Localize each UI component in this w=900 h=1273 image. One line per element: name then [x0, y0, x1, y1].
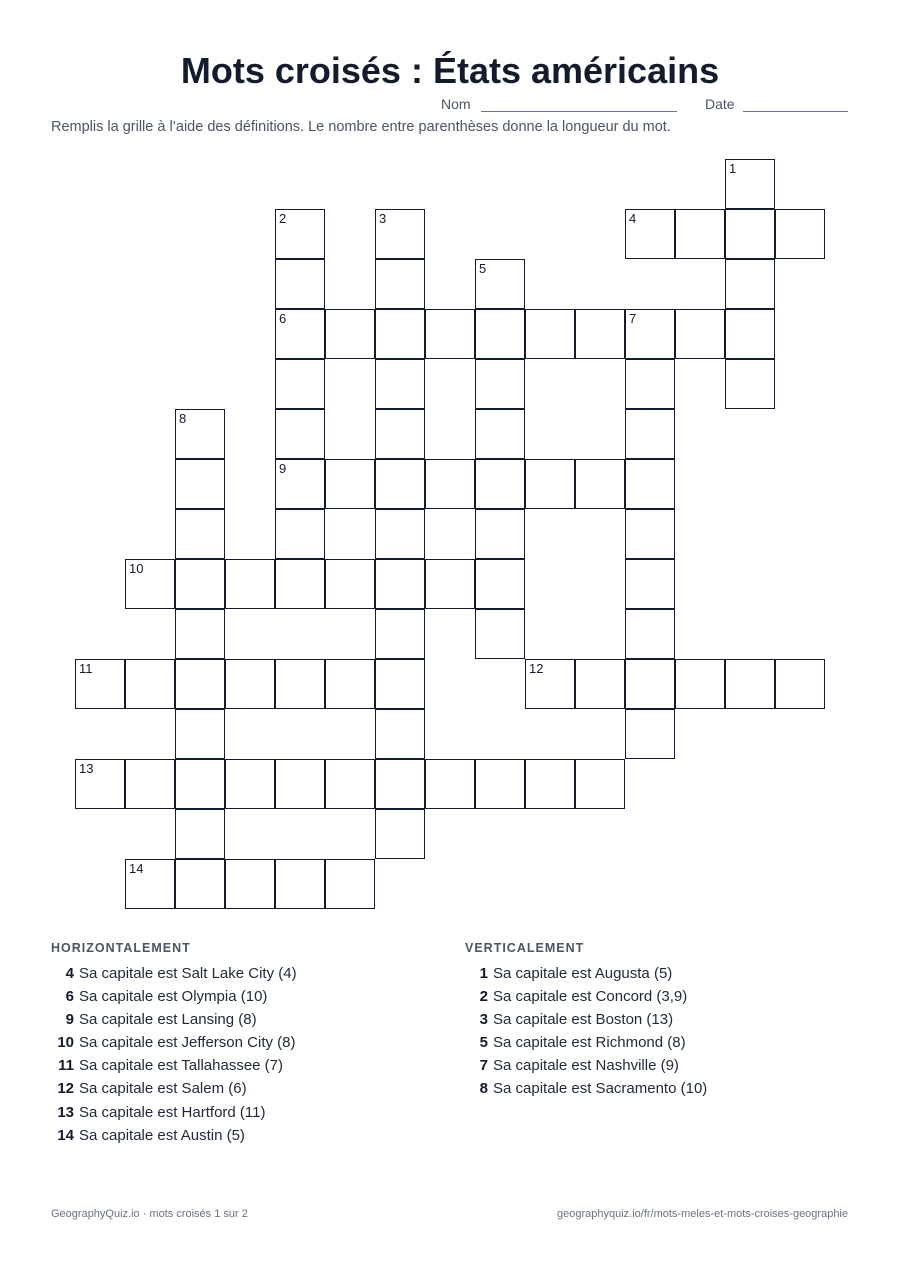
- instructions: Remplis la grille à l’aide des définitions. Le nombre entre parenthèses donne la longueur du mot.: [51, 119, 671, 135]
- clue-number: 5: [479, 261, 487, 276]
- clue-item: [465, 986, 707, 1009]
- grid-cell[interactable]: [175, 859, 225, 909]
- grid-cell[interactable]: [75, 659, 125, 709]
- clue-item: [465, 963, 707, 986]
- grid-cell[interactable]: [275, 559, 325, 609]
- grid-cell[interactable]: [475, 259, 525, 309]
- grid-cell[interactable]: [725, 309, 775, 359]
- grid-cell[interactable]: [475, 759, 525, 809]
- date-label: Date: [705, 96, 735, 112]
- grid-cell[interactable]: [375, 309, 425, 359]
- clue-text: Sa capitale est Richmond (8): [493, 1034, 686, 1052]
- clue-text: Sa capitale est Boston (13): [493, 1011, 674, 1029]
- grid-cell[interactable]: [625, 509, 675, 559]
- down-clue-list: [465, 963, 707, 1102]
- clue-number: 14: [57, 1126, 74, 1144]
- clue-text: Sa capitale est Nashville (9): [493, 1057, 679, 1075]
- clue-text: Sa capitale est Augusta (5): [493, 965, 673, 982]
- grid-cell[interactable]: [625, 709, 675, 759]
- grid-cell[interactable]: [275, 309, 325, 359]
- clue-number: 6: [65, 988, 74, 1006]
- grid-cell[interactable]: [325, 459, 375, 509]
- grid-cell[interactable]: [275, 409, 325, 459]
- date-field[interactable]: [743, 111, 848, 112]
- grid-cell[interactable]: [375, 759, 425, 809]
- grid-cell[interactable]: [575, 759, 625, 809]
- grid-cell[interactable]: [475, 559, 525, 609]
- clue-item: [51, 1055, 297, 1078]
- grid-cell[interactable]: [725, 659, 775, 709]
- grid-cell[interactable]: [375, 209, 425, 259]
- grid-cell[interactable]: [775, 209, 825, 259]
- clue-number: 5: [479, 1034, 488, 1052]
- clue-text: Sa capitale est Concord (3,9): [493, 988, 688, 1006]
- grid-cell[interactable]: [575, 459, 625, 509]
- grid-cell[interactable]: [275, 209, 325, 259]
- grid-cell[interactable]: [225, 859, 275, 909]
- grid-cell[interactable]: [475, 409, 525, 459]
- grid-cell[interactable]: [175, 409, 225, 459]
- grid-cell[interactable]: [375, 409, 425, 459]
- grid-cell[interactable]: [525, 309, 575, 359]
- clue-number: 13: [79, 761, 94, 776]
- name-label: Nom: [441, 96, 471, 112]
- grid-cell[interactable]: [275, 509, 325, 559]
- grid-cell[interactable]: [375, 259, 425, 309]
- grid-cell[interactable]: [625, 309, 675, 359]
- grid-cell[interactable]: [425, 459, 475, 509]
- grid-cell[interactable]: [525, 459, 575, 509]
- grid-cell[interactable]: [725, 259, 775, 309]
- clue-item: [51, 1102, 297, 1125]
- grid-cell[interactable]: [175, 559, 225, 609]
- grid-cell[interactable]: [725, 209, 775, 259]
- clue-number: 7: [629, 311, 637, 326]
- grid-cell[interactable]: [575, 309, 625, 359]
- grid-cell[interactable]: [625, 659, 675, 709]
- clue-number: 10: [129, 561, 144, 576]
- clue-text: Sa capitale est Austin (5): [79, 1126, 245, 1144]
- grid-cell[interactable]: [675, 309, 725, 359]
- clue-number: 6: [279, 311, 287, 326]
- clue-number: 1: [729, 161, 737, 176]
- clue-number: 8: [479, 1080, 488, 1098]
- clue-number: 12: [57, 1080, 74, 1098]
- grid-cell[interactable]: [525, 659, 575, 709]
- grid-cell[interactable]: [325, 759, 375, 809]
- clue-number: 14: [129, 861, 144, 876]
- clue-number: 11: [58, 1057, 74, 1075]
- grid-cell[interactable]: [625, 559, 675, 609]
- clue-number: 2: [279, 211, 287, 226]
- clue-number: 4: [629, 211, 637, 226]
- clue-text: Sa capitale est Salem (6): [79, 1080, 247, 1098]
- footer-left: GeographyQuiz.io · mots croisés 1 sur 2: [51, 1208, 248, 1220]
- grid-cell[interactable]: [375, 709, 425, 759]
- grid-cell[interactable]: [375, 609, 425, 659]
- grid-cell[interactable]: [125, 759, 175, 809]
- grid-cell[interactable]: [425, 559, 475, 609]
- clue-text: Sa capitale est Sacramento (10): [493, 1080, 708, 1098]
- clue-number: 9: [279, 461, 287, 476]
- grid-cell[interactable]: [325, 659, 375, 709]
- grid-cell[interactable]: [175, 459, 225, 509]
- clue-text: Sa capitale est Hartford (11): [79, 1103, 266, 1121]
- grid-cell[interactable]: [175, 509, 225, 559]
- clue-text: Sa capitale est Olympia (10): [79, 988, 268, 1006]
- clue-item: [465, 1009, 707, 1032]
- clue-number: 1: [479, 965, 488, 982]
- grid-cell[interactable]: [625, 359, 675, 409]
- clue-number: 10: [57, 1034, 74, 1052]
- down-heading: VERTICALEMENT: [465, 941, 585, 955]
- clue-item: [51, 1009, 297, 1032]
- grid-cell[interactable]: [475, 509, 525, 559]
- grid-cell[interactable]: [225, 759, 275, 809]
- clue-item: [51, 986, 297, 1009]
- grid-cell[interactable]: [625, 209, 675, 259]
- grid-cell[interactable]: [375, 809, 425, 859]
- grid-cell[interactable]: [725, 159, 775, 209]
- clue-text: Sa capitale est Lansing (8): [79, 1011, 257, 1029]
- grid-cell[interactable]: [175, 709, 225, 759]
- grid-cell[interactable]: [375, 459, 425, 509]
- grid-cell[interactable]: [575, 659, 625, 709]
- clue-item: [465, 1055, 707, 1078]
- grid-cell[interactable]: [525, 759, 575, 809]
- grid-cell[interactable]: [275, 459, 325, 509]
- clue-number: 9: [65, 1011, 74, 1029]
- grid-cell[interactable]: [125, 859, 175, 909]
- grid-cell[interactable]: [325, 859, 375, 909]
- grid-cell[interactable]: [325, 309, 375, 359]
- clue-number: 3: [379, 211, 387, 226]
- grid-cell[interactable]: [775, 659, 825, 709]
- grid-cell[interactable]: [175, 809, 225, 859]
- clue-item: [51, 1032, 297, 1055]
- grid-cell[interactable]: [275, 359, 325, 409]
- clue-item: [465, 1032, 707, 1055]
- clue-number: 13: [57, 1103, 74, 1121]
- grid-cell[interactable]: [125, 659, 175, 709]
- clue-number: 2: [479, 988, 488, 1006]
- grid-cell[interactable]: [475, 459, 525, 509]
- grid-cell[interactable]: [475, 309, 525, 359]
- across-clue-list: [51, 963, 297, 1148]
- grid-cell[interactable]: [275, 759, 325, 809]
- clue-number: 12: [529, 661, 544, 676]
- grid-cell[interactable]: [425, 309, 475, 359]
- grid-cell[interactable]: [175, 659, 225, 709]
- grid-cell[interactable]: [625, 459, 675, 509]
- grid-cell[interactable]: [375, 359, 425, 409]
- clue-text: Sa capitale est Salt Lake City (4): [79, 965, 297, 982]
- grid-cell[interactable]: [625, 609, 675, 659]
- grid-cell[interactable]: [225, 659, 275, 709]
- grid-cell[interactable]: [175, 609, 225, 659]
- grid-cell[interactable]: [275, 859, 325, 909]
- clue-number: 4: [65, 965, 74, 982]
- grid-cell[interactable]: [225, 559, 275, 609]
- clue-text: Sa capitale est Tallahassee (7): [79, 1057, 284, 1075]
- grid-cell[interactable]: [425, 759, 475, 809]
- clue-number: 7: [479, 1057, 488, 1075]
- grid-cell[interactable]: [275, 659, 325, 709]
- grid-cell[interactable]: [625, 409, 675, 459]
- page-title: Mots croisés : États américains: [180, 50, 720, 91]
- crossword-grid: [75, 159, 825, 909]
- clue-text: Sa capitale est Jefferson City (8): [79, 1034, 296, 1052]
- grid-cell[interactable]: [175, 759, 225, 809]
- grid-cell[interactable]: [675, 659, 725, 709]
- clue-number: 11: [79, 661, 93, 676]
- grid-cell[interactable]: [375, 509, 425, 559]
- grid-cell[interactable]: [725, 359, 775, 409]
- grid-cell[interactable]: [675, 209, 725, 259]
- grid-cell[interactable]: [475, 359, 525, 409]
- grid-cell[interactable]: [125, 559, 175, 609]
- grid-cell[interactable]: [375, 559, 425, 609]
- clue-number: 3: [479, 1011, 488, 1029]
- clue-item: [51, 963, 297, 986]
- clue-item: [465, 1078, 707, 1101]
- name-field[interactable]: [481, 111, 677, 112]
- grid-cell[interactable]: [325, 559, 375, 609]
- grid-cell[interactable]: [275, 259, 325, 309]
- grid-cell[interactable]: [75, 759, 125, 809]
- grid-cell[interactable]: [375, 659, 425, 709]
- footer-right: geographyquiz.io/fr/mots-meles-et-mots-croises-geographie: [556, 1208, 848, 1220]
- clue-number: 8: [179, 411, 187, 426]
- grid-cell[interactable]: [475, 609, 525, 659]
- clue-item: [51, 1078, 297, 1101]
- clue-item: [51, 1125, 297, 1148]
- across-heading: HORIZONTALEMENT: [51, 941, 191, 955]
